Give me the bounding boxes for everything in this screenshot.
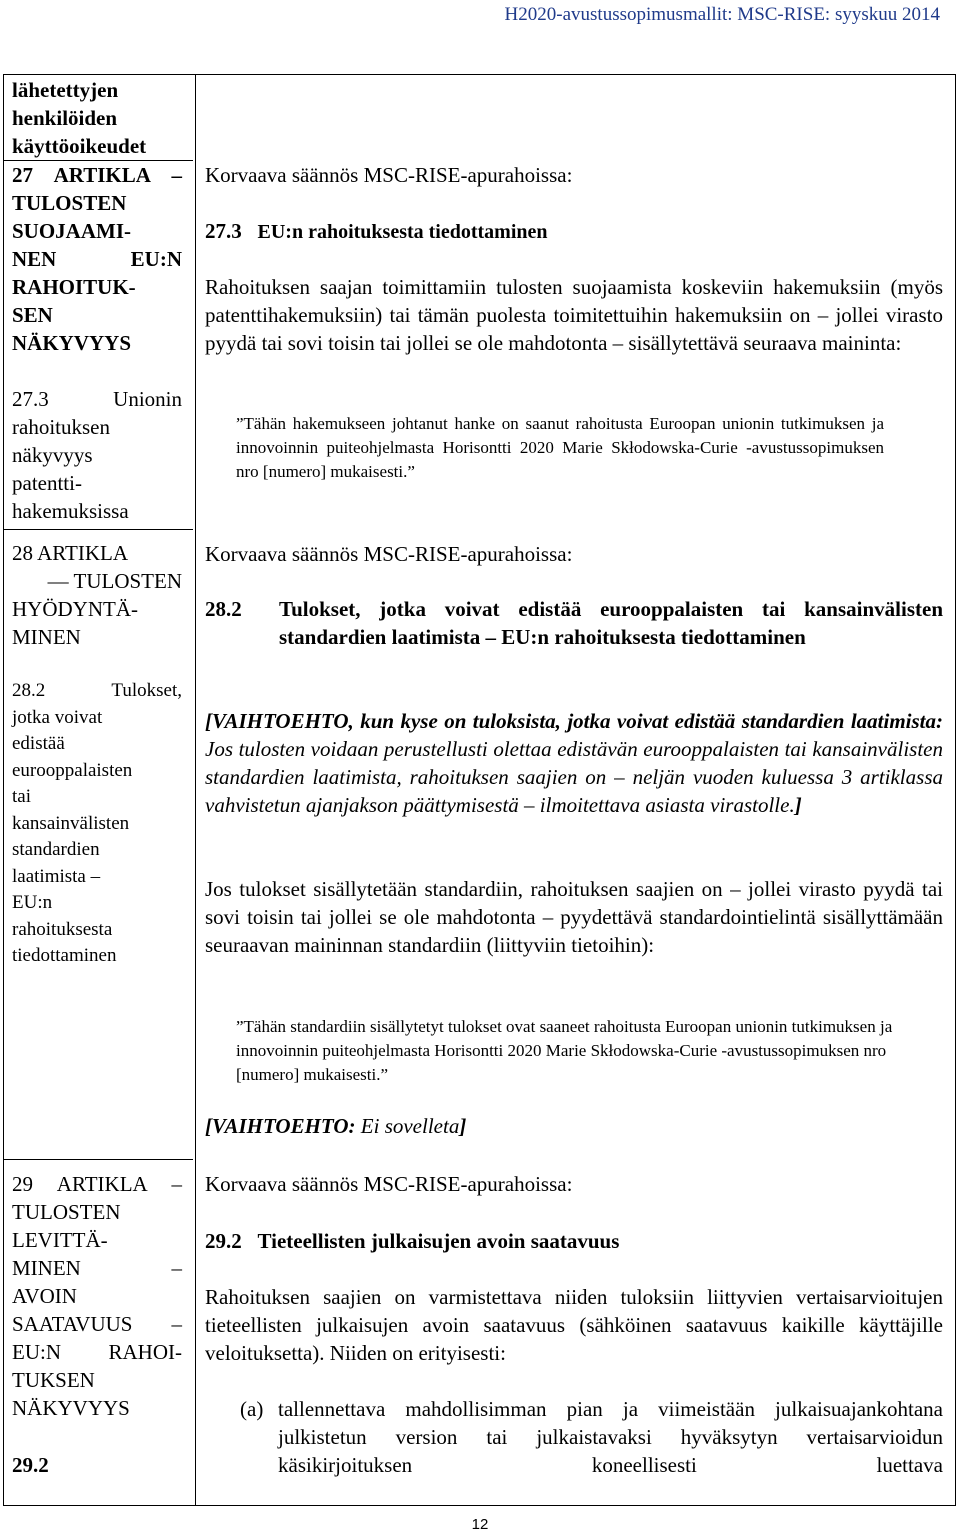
left-line: käyttöoikeudet — [12, 134, 147, 158]
left-line: EU:N RAHOI- — [12, 1340, 182, 1364]
left-line: RAHOITUK- — [12, 275, 136, 299]
heading-number: 29.2 — [205, 1229, 242, 1253]
page-number: 12 — [471, 1516, 489, 1533]
left-cell-27-3 — [12, 385, 182, 525]
option-paragraph-28-2 — [205, 707, 943, 819]
left-line: rahoituksesta — [12, 918, 113, 940]
alt-label: [VAIHTOEHTO: — [205, 1114, 356, 1138]
left-cell-29-2 — [12, 1451, 182, 1479]
left-line: jotka voivat — [12, 706, 103, 728]
left-line: patentti- — [12, 471, 82, 495]
left-cell-article-29 — [12, 1170, 182, 1422]
alt-option-28-2 — [205, 1112, 943, 1140]
left-line: laatimista – — [12, 865, 101, 887]
paragraph-28-2: Jos tulokset sisällytetään standardiin, rahoituksen saajien on – jollei virasto pyydä tai sovi toisin tai jollei se ole mahdotonta – pyydettävä standardointielintä sisällyttämään seuraavan maininnan standardiin (liittyviin tietoihin): — [205, 877, 943, 957]
left-line: — TULOSTEN — [47, 569, 182, 593]
heading-text: Tieteellisten julkaisujen avoin saatavuus — [257, 1229, 620, 1253]
option-close: ] — [794, 793, 802, 817]
left-cell-article-27 — [12, 161, 182, 357]
row-divider — [4, 529, 193, 530]
list-text: tallennettava mahdollisimman pian ja viimeistään julkaisuajankohtana julkistetun version tai julkaistavaksi hyväksytyn vertaisarvioidun käsikirjoituksen koneellisesti luettava — [278, 1397, 943, 1477]
option-text: Jos tulosten voidaan perustellusti olettaa edistävän eurooppalaisten tai kansainvälisten standardien laatimista, rahoituksen saajien on – neljän vuoden kuluessa 3 artiklassa vahvistetun ajanjakson päättymisestä – ilmoitettava asiasta virastolle. — [205, 737, 943, 817]
left-line: edistää — [12, 733, 65, 754]
left-line: MINEN — [12, 625, 81, 649]
replacement-intro-29: Korvaava säännös MSC-RISE-apurahoissa: — [205, 1172, 573, 1196]
left-line: rahoituksen — [12, 415, 110, 439]
quote-27-3: ”Tähän hakemukseen johtanut hanke on saanut rahoitusta Euroopan unionin tutkimuksen ja innovoinnin puiteohjelmasta Horisontti 2020 Marie Skłodowska-Curie -avustussopimuksen nro [numero] mukaisesti.” — [236, 414, 884, 481]
document-header: H2020-avustussopimusmallit: MSC-RISE: syyskuu 2014 — [504, 4, 940, 25]
left-line: näkyvyys — [12, 443, 93, 467]
left-line: 28.2 Tulokset, — [12, 680, 182, 701]
alt-text: Ei sovelleta — [355, 1114, 460, 1138]
left-line: hakemuksissa — [12, 499, 129, 523]
left-line: HYÖDYNTÄ- — [12, 597, 138, 621]
quote-28-2: ”Tähän standardiin sisällytetyt tulokset ovat saaneet rahoitusta Euroopan unionin tutkimuksen ja innovoinnin puiteohjelmasta Horisontti 2020 Marie Skłodowska-Curie -avustussopimuksen nro [numero] mukaisesti.” — [236, 1017, 893, 1084]
left-line: TULOSTEN — [12, 191, 127, 215]
left-line: tai — [12, 786, 31, 807]
section-heading-29-2 — [205, 1227, 943, 1255]
left-line: tiedottaminen — [12, 945, 117, 966]
left-line: TUKSEN — [12, 1368, 95, 1392]
left-cell-28-2 — [12, 678, 182, 970]
left-cell-article-28 — [12, 539, 182, 651]
left-line: NEN EU:N — [12, 247, 182, 271]
left-line: 27.3 Unionin — [12, 387, 182, 411]
left-line: NÄKYVYYS — [12, 331, 132, 355]
heading-number: 28.2 — [205, 597, 242, 621]
left-line: 28 ARTIKLA — [12, 541, 128, 565]
left-cell-personnel — [12, 76, 182, 160]
paragraph-29-2: Rahoituksen saajien on varmistettava niiden tuloksiin liittyvien vertaisarvioitujen tieteellisten julkaisujen avoin saatavuus (sähköinen saatavuus kaikille käyttäjille veloituksetta). Niiden on erityisesti: — [205, 1285, 943, 1365]
left-line: TULOSTEN — [12, 1200, 121, 1224]
left-line: lähetettyjen — [12, 78, 119, 102]
left-line: eurooppalaisten — [12, 759, 133, 781]
left-line: AVOIN — [12, 1284, 77, 1308]
replacement-intro-27: Korvaava säännös MSC-RISE-apurahoissa: — [205, 163, 573, 187]
left-line: 27 ARTIKLA – — [12, 163, 182, 187]
section-heading-27-3 — [205, 217, 943, 246]
option-label: [VAIHTOEHTO, kun kyse on tuloksista, jotka voivat edistää standardien laatimista: — [205, 709, 943, 733]
list-label: (a) — [240, 1397, 264, 1421]
left-line: EU:n — [12, 892, 53, 913]
left-line: kansainvälisten — [12, 812, 130, 834]
paragraph-27-3: Rahoituksen saajan toimittamiin tulosten suojaamista koskeviin hakemuksiin (myös patenttihakemuksiin) tai tämän puolesta toimitettuihin hakemuksiin on – jollei virasto pyydä tai sovi toisin tai jollei se ole mahdotonta – sisällytettävä seuraava maininta: — [205, 275, 943, 355]
heading-number: 27.3 — [205, 219, 242, 243]
section-heading-28-2 — [205, 595, 943, 651]
heading-text: Tulokset, jotka voivat edistää eurooppalaisten tai kansainvälisten standardien laatimista – EU:n rahoituksesta tiedottaminen — [279, 597, 943, 649]
left-line: NÄKYVYYS — [12, 1396, 130, 1420]
alt-close: ] — [459, 1114, 467, 1138]
left-line: standardien — [12, 839, 100, 860]
left-line: LEVITTÄ- — [12, 1228, 108, 1252]
replacement-intro-28: Korvaava säännös MSC-RISE-apurahoissa: — [205, 542, 573, 566]
column-divider — [195, 75, 196, 1505]
left-line: SEN — [12, 303, 53, 327]
left-line: henkilöiden — [12, 106, 118, 130]
left-line: 29 ARTIKLA – — [12, 1172, 182, 1196]
left-line: SUOJAAMI- — [12, 219, 131, 243]
left-line: 29.2 — [12, 1453, 49, 1477]
heading-text: EU:n rahoituksesta tiedottaminen — [257, 221, 548, 243]
list-item-a — [205, 1395, 943, 1479]
row-divider — [4, 1159, 193, 1160]
left-line: SAATAVUUS – — [12, 1312, 182, 1336]
left-line: MINEN – — [12, 1256, 182, 1280]
